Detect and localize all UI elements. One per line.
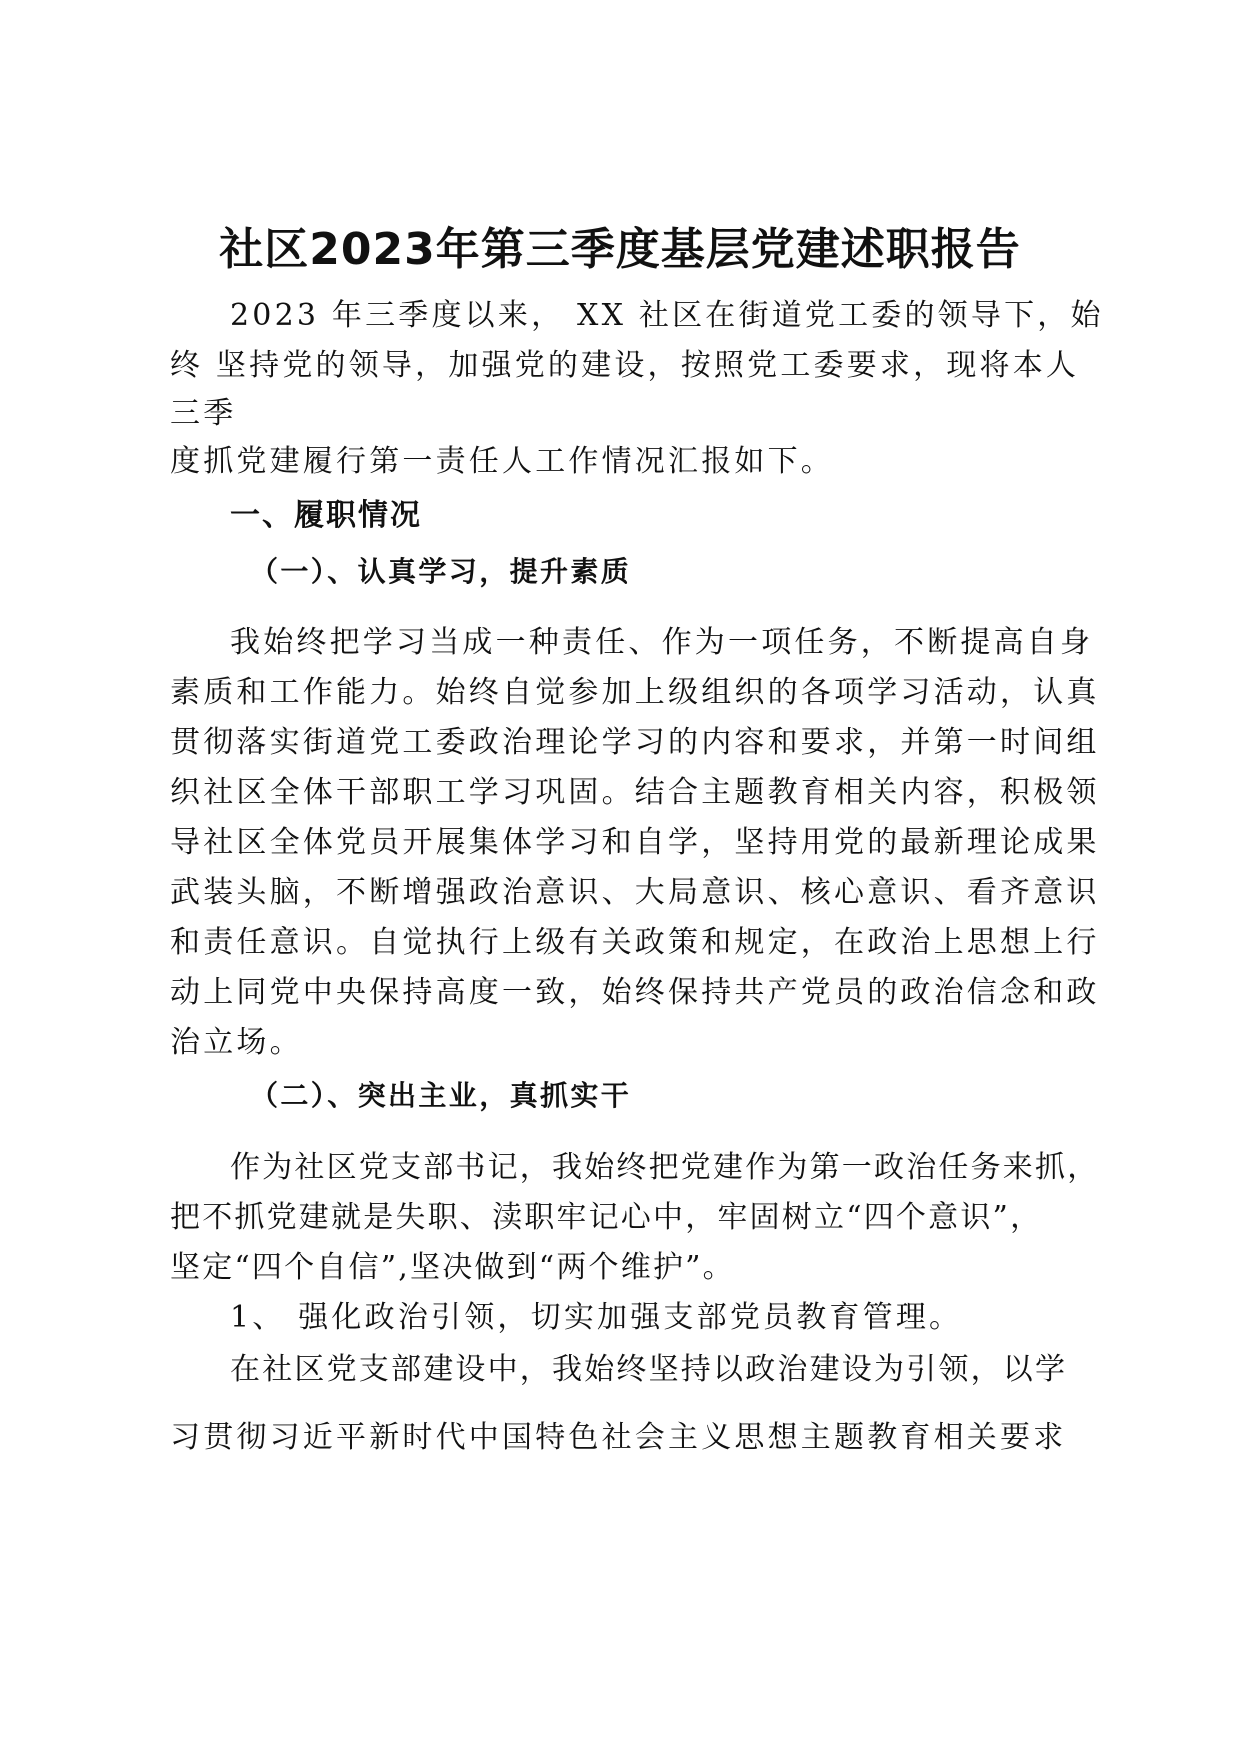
subsection-2-line-2: 把不抓党建就是失职、渎职牢记心中，牢固树立“四个意识”， [170,1200,1043,1235]
intro-line-3: 三季 [170,396,237,431]
subsection-1-line-9: 治立场。 [170,1025,303,1060]
section-heading-1: 一、履职情况 [230,498,422,533]
subsection-2-line-1: 作为社区党支部书记，我始终把党建作为第一政治任务来抓， [230,1150,1100,1185]
subsection-1-line-3: 贯彻落实街道党工委政治理论学习的内容和要求，并第一时间组 [170,725,1100,760]
subsection-2-line-3: 坚定“四个自信”,坚决做到“两个维护”。 [170,1250,735,1285]
subsection-1-line-2: 素质和工作能力。始终自觉参加上级组织的各项学习活动，认真 [170,675,1100,710]
subsection-1-line-6: 武装头脑，不断增强政治意识、大局意识、核心意识、看齐意识 [170,875,1100,910]
intro-line-4: 度抓党建履行第一责任人工作情况汇报如下。 [170,444,834,479]
subsection-1-line-1: 我始终把学习当成一种责任、作为一项任务，不断提高自身 [230,625,1094,660]
subsection-1-line-7: 和责任意识。自觉执行上级有关政策和规定，在政治上思想上行 [170,925,1100,960]
item-1-line-1: 在社区党支部建设中，我始终坚持以政治建设为引领，以学 [230,1352,1068,1387]
item-1-line-2: 习贯彻习近平新时代中国特色社会主义思想主题教育相关要求 [170,1420,1067,1455]
subsection-1-line-5: 导社区全体党员开展集体学习和自学，坚持用党的最新理论成果 [170,825,1100,860]
intro-line-1: 2023 年三季度以来， XX 社区在街道党工委的领导下，始 [230,298,1104,333]
intro-line-2: 终 坚持党的领导，加强党的建设，按照党工委要求，现将本人 [170,348,1080,383]
document-title: 社区2023年第三季度基层党建述职报告 [219,224,1021,275]
subsection-1-line-8: 动上同党中央保持高度一致，始终保持共产党员的政治信念和政 [170,975,1100,1010]
subsection-heading-1: （一）、认真学习，提升素质 [250,555,632,588]
subsection-1-line-4: 织社区全体干部职工学习巩固。结合主题教育相关内容，积极领 [170,775,1100,810]
subsection-heading-2: （二）、突出主业，真抓实干 [250,1079,632,1112]
item-1-heading: 1、 强化政治引领，切实加强支部党员教育管理。 [230,1300,963,1335]
